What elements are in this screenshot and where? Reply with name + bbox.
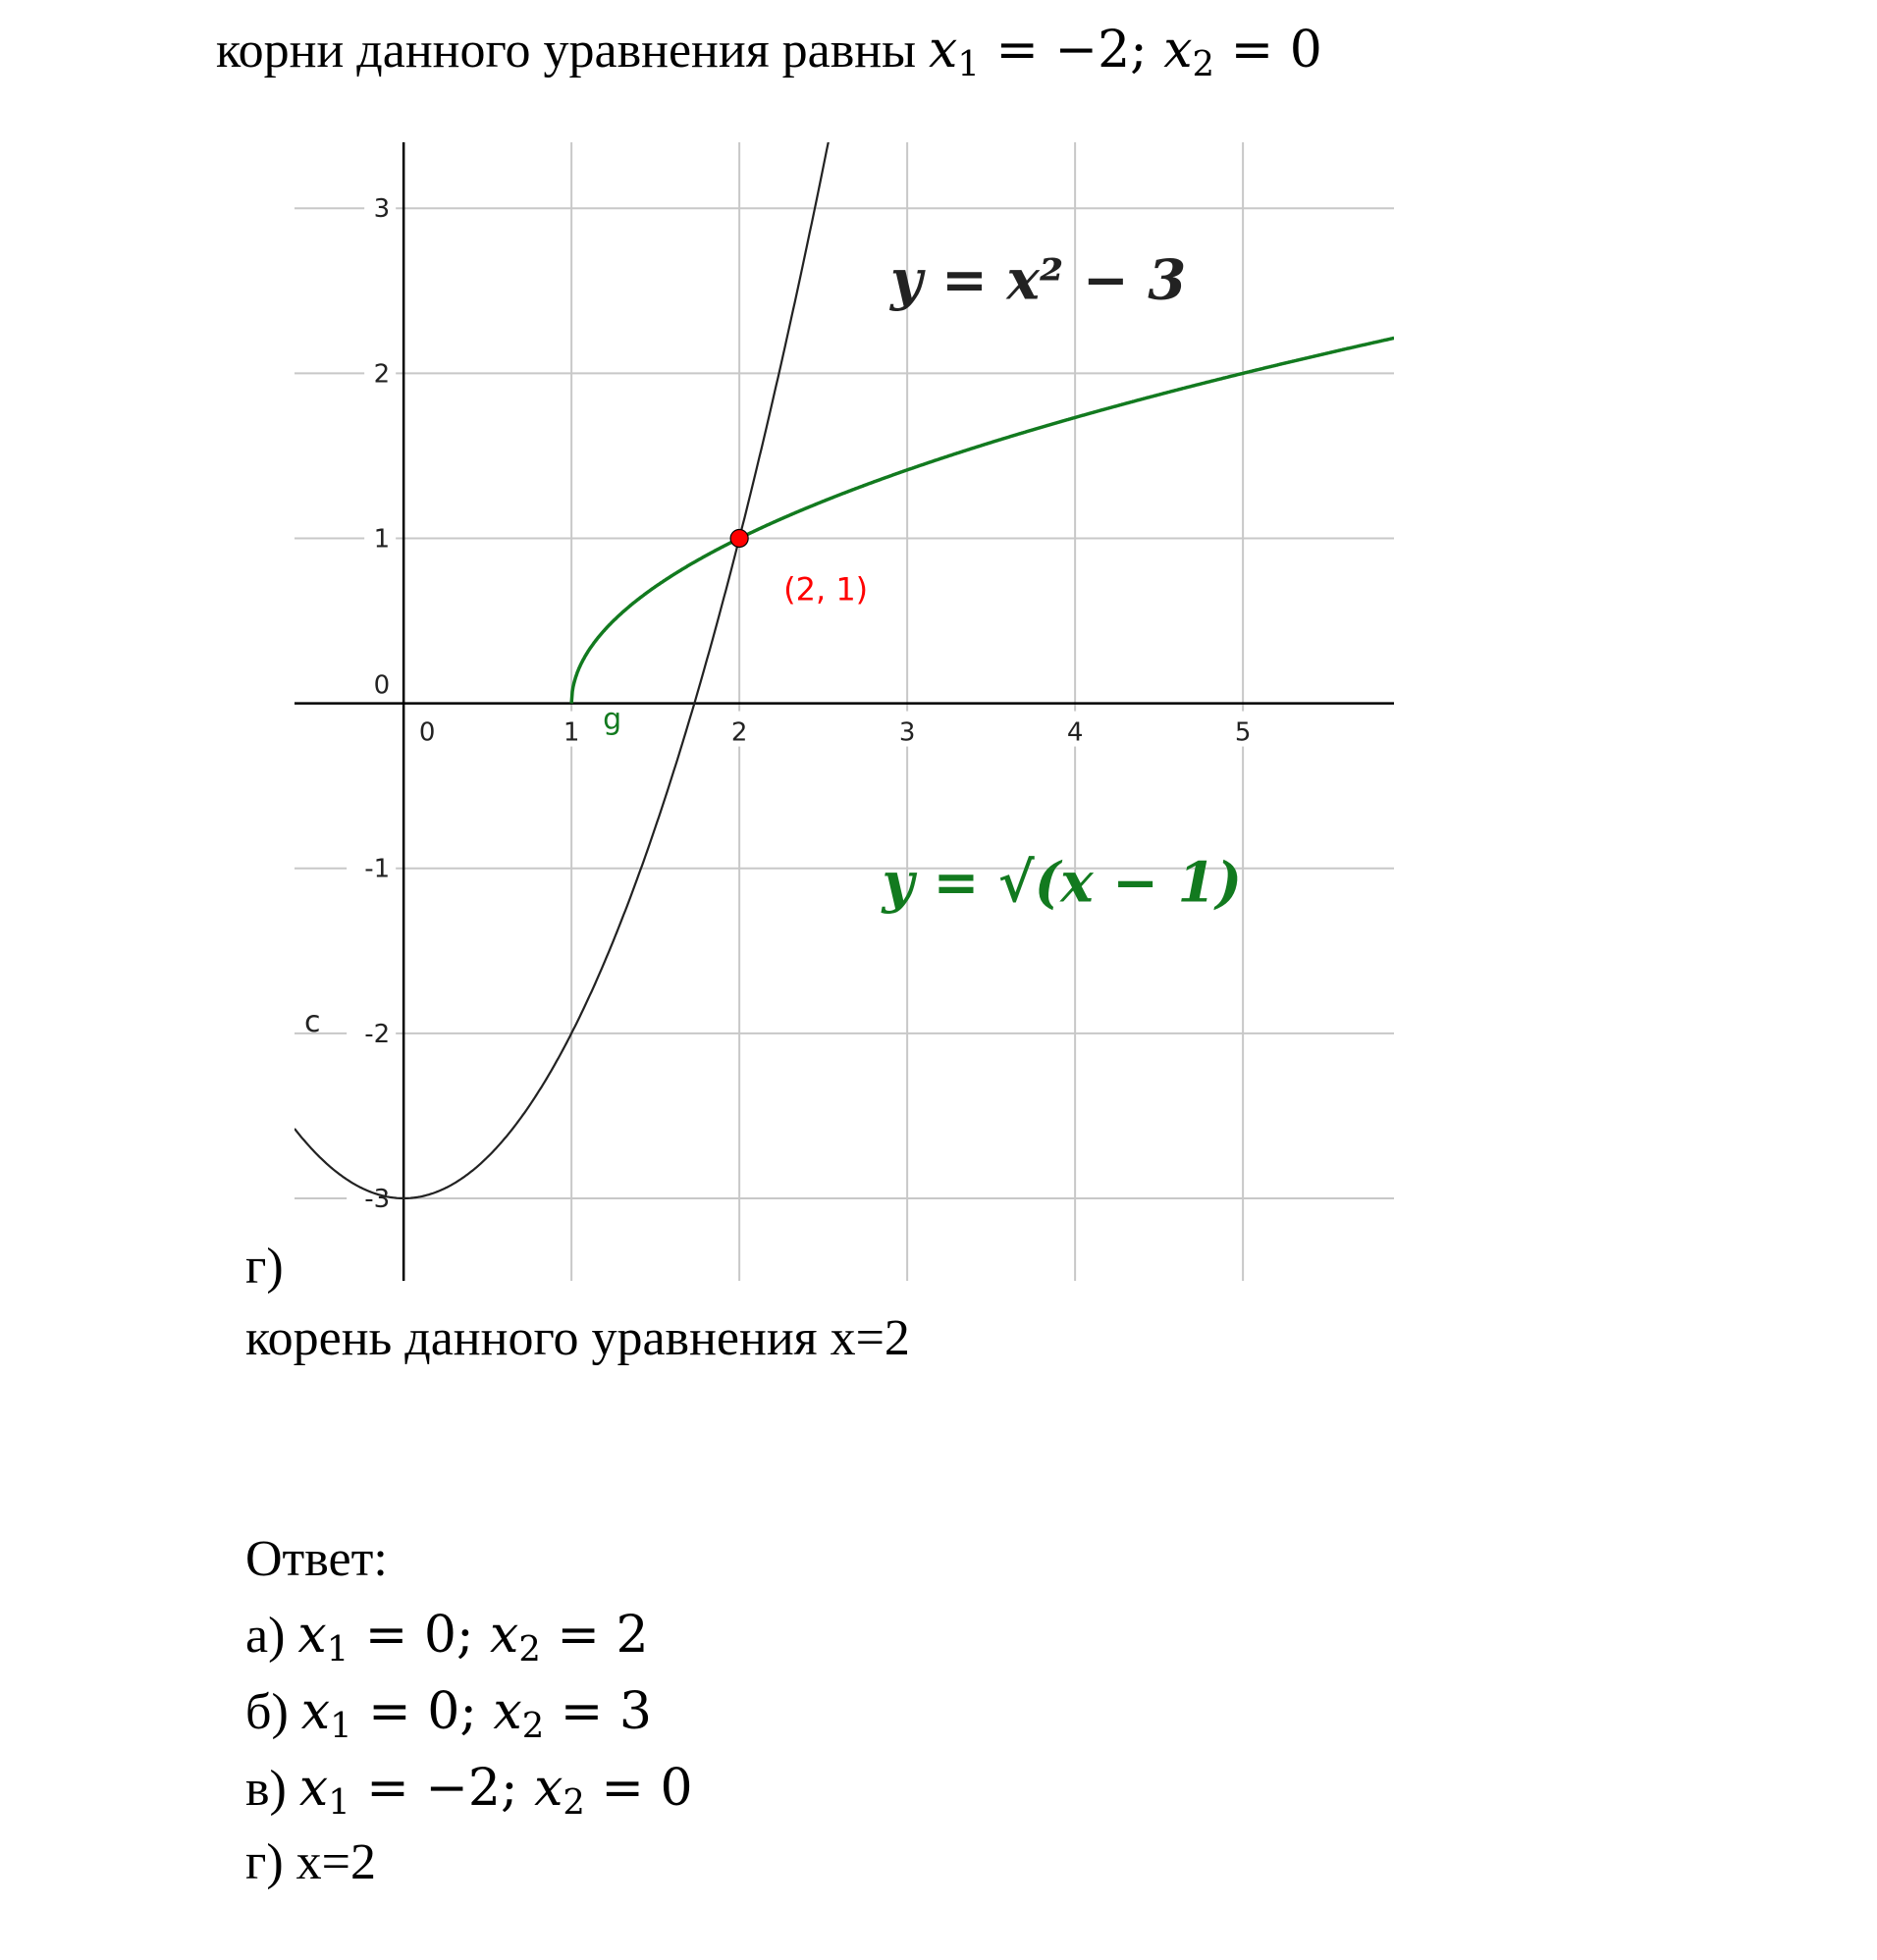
intersection-point-label: (2, 1) (783, 570, 869, 609)
top-roots-text: корни данного уравнения равны (216, 23, 917, 79)
part-g-label: г) (245, 1239, 284, 1295)
answer-g: г) x=2 (245, 1834, 376, 1890)
answer-b-x2: 3 (618, 1682, 652, 1741)
y-tick-label: 3 (373, 194, 391, 225)
top-x1-value: −2 (1054, 21, 1131, 79)
answer-b-label: б) (245, 1684, 289, 1740)
answer-a-label: а) (245, 1608, 286, 1664)
top-roots-line (216, 21, 1322, 84)
y-tick-label: 2 (373, 359, 391, 390)
answer-v-x2: 0 (660, 1759, 693, 1818)
answer-a-x2: 2 (616, 1606, 649, 1665)
answer-v: в) $x_1 = -2$; $x_2 = 0$ (245, 1759, 693, 1823)
grid-lines (295, 142, 1394, 1281)
function-graph (295, 142, 1394, 1281)
answer-b-x1: 0 (427, 1682, 460, 1741)
y-tick-label: 1 (373, 524, 391, 555)
x-tick-label: 2 (730, 717, 748, 748)
curve-g-label: g (603, 702, 622, 737)
x-tick-label: 3 (898, 717, 916, 748)
parabola-equation-label: y = x² − 3 (890, 247, 1187, 313)
root-sentence: корень данного уравнения x=2 (245, 1310, 910, 1366)
answer-b: б) $x_1 = 0$; $x_2 = 3$ (245, 1682, 652, 1746)
x-tick-label: 1 (563, 717, 580, 748)
top-roots-math: $x_1 = -2$; $x_2 = 0$ (929, 21, 1322, 84)
curve-c-label: c (304, 1004, 321, 1039)
answer-v-x1: −2 (425, 1759, 501, 1818)
x-tick-label: 0 (418, 717, 436, 748)
answer-a: а) $x_1 = 0$; $x_2 = 2$ (245, 1606, 649, 1669)
sqrt-curve (571, 339, 1394, 704)
answer-a-x1: 0 (423, 1606, 456, 1665)
y-tick-label: -1 (364, 854, 391, 884)
x-tick-label: 4 (1066, 717, 1084, 748)
y-tick-label: -3 (364, 1184, 391, 1214)
answer-heading: Ответ: (245, 1531, 388, 1587)
top-x2-value: 0 (1289, 21, 1322, 79)
answer-v-label: в) (245, 1761, 287, 1817)
sqrt-equation-label: y = √(x − 1) (882, 850, 1242, 916)
x-tick-label: 5 (1234, 717, 1252, 748)
y-tick-label: -2 (364, 1019, 391, 1049)
axes (295, 142, 1394, 1281)
intersection-point (730, 529, 748, 547)
y-tick-label: 0 (373, 670, 391, 701)
